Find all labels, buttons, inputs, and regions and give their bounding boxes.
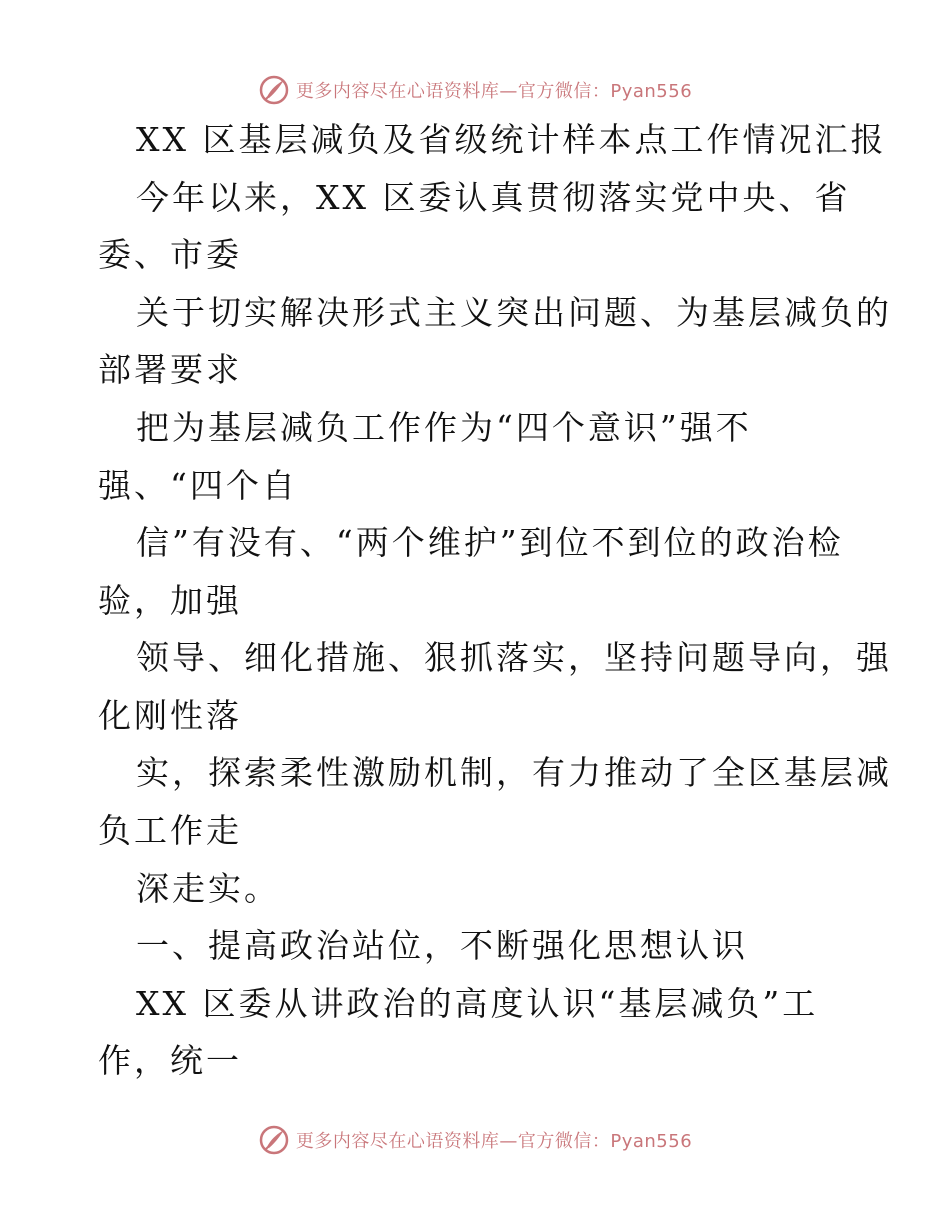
paragraph-line: 作，统一 [98, 1041, 242, 1080]
paragraph-line: 今年以来，XX 区委认真贯彻落实党中央、省 [136, 178, 851, 217]
paragraph-line: 化刚性落 [98, 696, 242, 735]
paragraph-line: 领导、细化措施、狠抓落实，坚持问题导向，强 [136, 638, 892, 677]
footer-watermark [0, 1120, 950, 1160]
section-heading: 一、提高政治站位，不断强化思想认识 [136, 926, 748, 965]
feather-seal-icon [258, 74, 290, 106]
feather-seal-icon [258, 1124, 290, 1156]
paragraph-line: 部署要求 [98, 350, 242, 389]
watermark-text: 更多内容尽在心语资料库—官方微信：Pyan556 [295, 81, 693, 102]
paragraph-line: 关于切实解决形式主义突出问题、为基层减负的 [136, 293, 892, 332]
paragraph-line: 委、市委 [98, 235, 242, 274]
paragraph-line: 验，加强 [98, 581, 242, 620]
document-title: XX 区基层减负及省级统计样本点工作情况汇报 [136, 120, 887, 159]
paragraph-line: 信”有没有、“两个维护”到位不到位的政治检 [136, 523, 844, 562]
header-watermark [0, 70, 950, 110]
paragraph-line: 实，探索柔性激励机制，有力推动了全区基层减 [136, 753, 892, 792]
paragraph-line: 把为基层减负工作作为“四个意识”强不 [136, 408, 752, 447]
paragraph-line: 深走实。 [136, 869, 280, 908]
watermark-text: 更多内容尽在心语资料库—官方微信：Pyan556 [295, 1131, 693, 1152]
paragraph-line: XX 区委从讲政治的高度认识“基层减负”工 [136, 984, 819, 1023]
paragraph-line: 强、“四个自 [98, 466, 298, 505]
paragraph-line: 负工作走 [98, 811, 242, 850]
